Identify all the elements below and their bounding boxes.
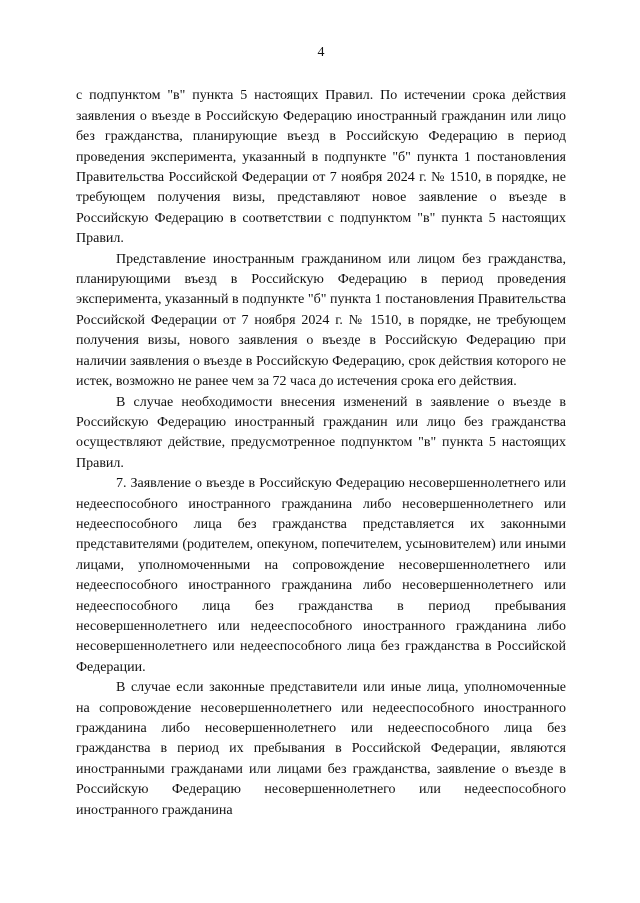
paragraph-5: В случае если законные представители или иные лица, уполномоченные на сопровождение несовершеннолетнего или недееспособного иностранного гражданина либо несовершеннолетнего или недееспособного лица без гражданства в период их пребывания в Российской Федерации, являются иностранными гражданами или лицами без гражданства, заявление о въезде в Российскую Федерацию несовершеннолетнего или недееспособного иностранного гражданина bbox=[76, 680, 566, 818]
paragraph-3: В случае необходимости внесения изменений в заявление о въезде в Российскую Федерацию иностранный гражданин или лицо без гражданства осуществляют действие, предусмотренное подпунктом "в" пункта 5 настоящих Правил. bbox=[76, 394, 566, 471]
page-number: 4 bbox=[317, 45, 325, 60]
paragraph-2: Представление иностранным гражданином или лицом без гражданства, планирующими въезд в Российскую Федерацию в период проведения эксперимента, указанный в подпункте "б" пункта 1 постановления Правительства Российской Федерации от 7 ноября 2024 г. № 1510, в порядке, не требующем получения визы, нового заявления о въезде в Российскую Федерацию при наличии заявления о въезде в Российскую Федерацию, срок действия которого не истек, возможно не ранее чем за 72 часа до истечения срока его действия. bbox=[76, 251, 566, 390]
document-body bbox=[76, 86, 566, 821]
paragraph-1: с подпунктом "в" пункта 5 настоящих Правил. По истечении срока действия заявления о въезде в Российскую Федерацию иностранный гражданин или лицо без гражданства, планирующие въезд в Российскую Федерацию в период проведения эксперимента, указанный в подпункте "б" пункта 1 постановления Правительства Российской Федерации от 7 ноября 2024 г. № 1510, в порядке, не требующем получения визы, представляют новое заявление о въезде в Российскую Федерацию в соответствии с подпунктом "в" пункта 5 настоящих Правил. bbox=[76, 88, 566, 247]
paragraph-4: 7. Заявление о въезде в Российскую Федерацию несовершеннолетнего или недееспособного иностранного гражданина либо несовершеннолетнего или недееспособного лица без гражданства представляется их законными представителями (родителем, опекуном, попечителем, усыновителем) или иными лицами, уполномоченными на сопровождение несовершеннолетнего или недееспособного иностранного гражданина либо несовершеннолетнего или недееспособного лица без гражданства в период пребывания несовершеннолетнего или недееспособного иностранного гражданина либо несовершеннолетнего или недееспособного лица без гражданства в Российской Федерации. bbox=[76, 476, 566, 675]
